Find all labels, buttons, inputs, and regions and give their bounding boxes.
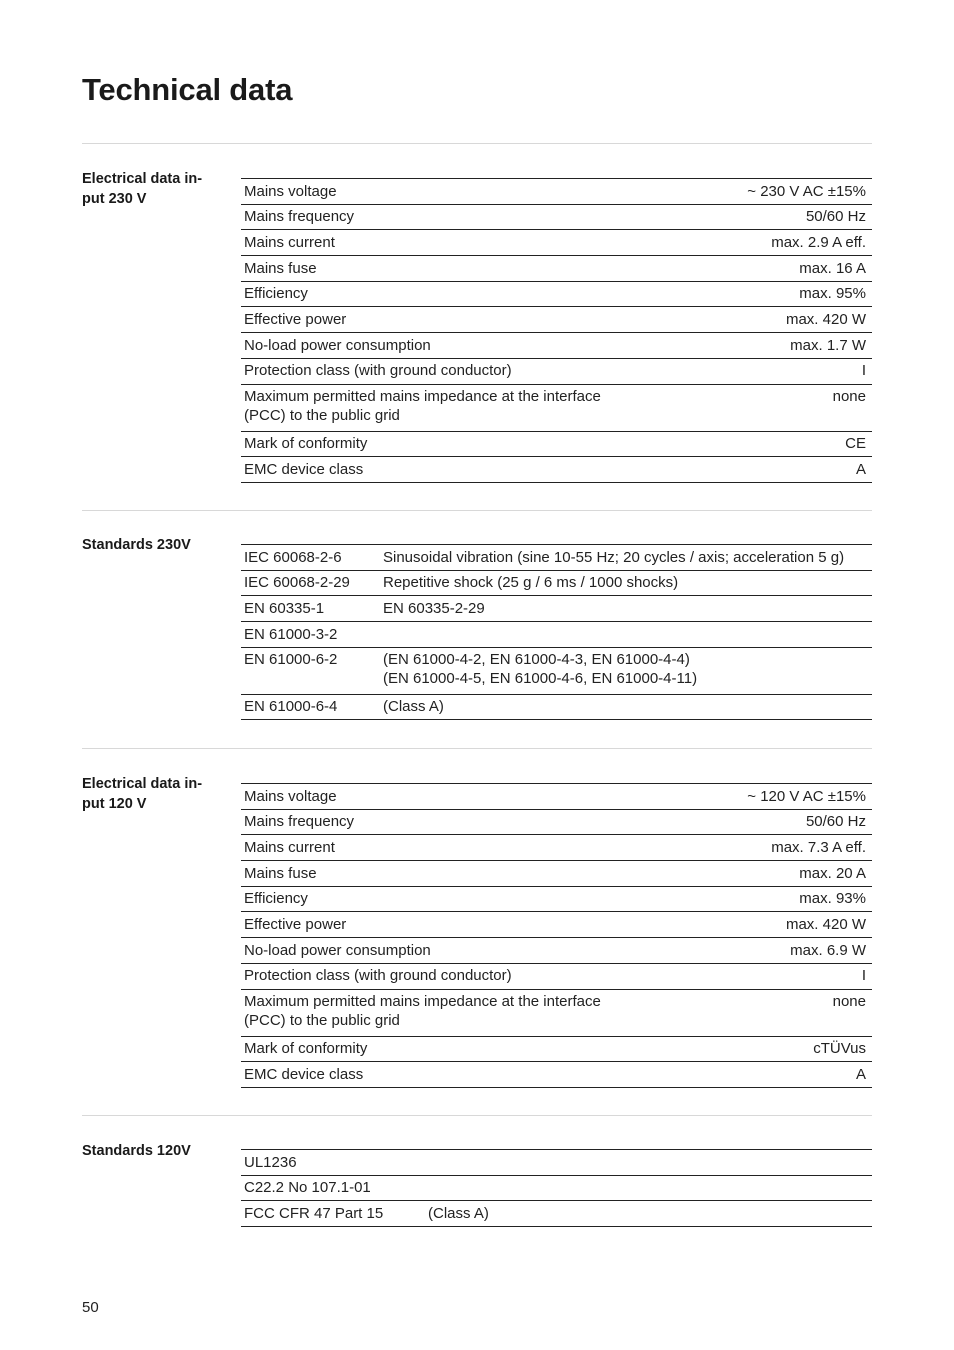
row-value: max. 16 A	[799, 259, 866, 277]
row-label: EMC device class	[244, 460, 364, 478]
row-value: none	[832, 992, 866, 1010]
table-row	[241, 256, 872, 282]
table-row	[241, 861, 872, 887]
row-value: max. 1.7 W	[790, 336, 866, 354]
row-label: No-load power consumption	[244, 941, 431, 959]
standard-description	[425, 1150, 872, 1176]
row-label: Mains frequency	[244, 208, 355, 226]
row-label: Mains current	[244, 233, 335, 251]
table-row	[241, 333, 872, 359]
row-value: max. 95%	[799, 285, 866, 303]
row-value: max. 420 W	[785, 311, 866, 329]
standard-description	[380, 694, 872, 720]
standard-description-line: Repetitive shock (25 g / 6 ms / 1000 shocks)	[383, 574, 679, 592]
standard-code: IEC 60068-2-6	[244, 548, 342, 566]
standard-description-line: EN 60335-2-29	[383, 599, 485, 617]
row-value: ~ 120 V AC ±15%	[747, 787, 866, 805]
row-label: Maximum permitted mains impedance at the interface (PCC) to the public grid	[244, 992, 601, 1029]
table-row	[241, 1175, 872, 1201]
table-row	[241, 694, 872, 720]
table-row	[241, 989, 872, 1036]
section-label-electrical-120: Electrical data in- put 120 V	[82, 776, 203, 812]
row-value: max. 6.9 W	[790, 941, 866, 959]
table-row	[241, 1036, 872, 1062]
row-value: max. 20 A	[799, 864, 866, 882]
standard-code: EN 61000-6-4	[244, 698, 338, 716]
standard-code: IEC 60068-2-29	[244, 574, 350, 592]
standard-code: EN 60335-1	[244, 599, 325, 617]
table-row	[241, 647, 872, 694]
table-row	[241, 1150, 872, 1176]
standard-code: UL1236	[244, 1153, 297, 1171]
row-label: No-load power consumption	[244, 336, 431, 354]
table-row	[241, 912, 872, 938]
standards-230-table	[241, 544, 872, 720]
row-value: I	[861, 362, 866, 380]
standard-description-line: (Class A)	[383, 698, 444, 716]
electrical-120-table	[241, 783, 872, 1088]
row-value: CE	[845, 435, 866, 453]
table-row	[241, 784, 872, 810]
page-number: 50	[82, 1299, 99, 1316]
table-row	[241, 307, 872, 333]
row-value: cTÜVus	[813, 1040, 866, 1058]
row-value: max. 93%	[799, 890, 866, 908]
table-row	[241, 281, 872, 307]
row-value: 50/60 Hz	[805, 813, 866, 831]
table-row	[241, 384, 872, 431]
standard-description	[380, 596, 872, 622]
row-label: Effective power	[244, 916, 347, 934]
table-row	[241, 835, 872, 861]
standard-description: (Class A)	[428, 1204, 489, 1222]
section-divider	[82, 1115, 872, 1116]
row-label: Mark of conformity	[244, 1040, 368, 1058]
standard-description-line: (EN 61000-4-2, EN 61000-4-3, EN 61000-4-4)	[383, 650, 690, 668]
section-divider	[82, 143, 872, 144]
standard-code: C22.2 No 107.1-01	[244, 1179, 371, 1197]
standard-description	[380, 622, 872, 648]
row-value: max. 420 W	[785, 916, 866, 934]
table-row	[241, 431, 872, 457]
standard-code: FCC CFR 47 Part 15	[244, 1204, 384, 1222]
section-divider	[82, 748, 872, 749]
row-value: I	[861, 967, 866, 985]
row-value: max. 2.9 A eff.	[771, 233, 866, 251]
row-label: Effective power	[244, 311, 347, 329]
table-row	[241, 1062, 872, 1088]
table-row	[241, 622, 872, 648]
standard-description	[380, 570, 872, 596]
standard-description	[380, 647, 872, 694]
table-row	[241, 886, 872, 912]
row-value: A	[855, 1065, 866, 1083]
row-value: ~ 230 V AC ±15%	[747, 182, 866, 200]
section-label-electrical-230: Electrical data in- put 230 V	[82, 171, 203, 207]
section-divider	[82, 510, 872, 511]
table-row	[241, 230, 872, 256]
row-label: Efficiency	[244, 890, 308, 908]
table-row	[241, 358, 872, 384]
table-row	[241, 457, 872, 483]
standard-description-line: Sinusoidal vibration (sine 10-55 Hz; 20 cycles / axis; acceleration 5 g)	[383, 548, 845, 566]
row-label: Mains fuse	[244, 259, 317, 277]
electrical-230-table	[241, 178, 872, 483]
row-label: Maximum permitted mains impedance at the interface (PCC) to the public grid	[244, 387, 601, 424]
row-value: max. 7.3 A eff.	[771, 838, 866, 856]
table-row	[241, 938, 872, 964]
row-value: A	[855, 460, 866, 478]
table-row	[241, 596, 872, 622]
standards-120-table	[241, 1149, 872, 1227]
table-row	[241, 809, 872, 835]
row-label: Mains voltage	[244, 787, 337, 805]
row-label: EMC device class	[244, 1065, 364, 1083]
row-value: 50/60 Hz	[805, 208, 866, 226]
table-row	[241, 963, 872, 989]
row-label: Efficiency	[244, 285, 308, 303]
row-label: Mains frequency	[244, 813, 355, 831]
row-label: Mark of conformity	[244, 435, 368, 453]
table-row	[241, 179, 872, 205]
row-label: Mains current	[244, 838, 335, 856]
section-label-standards-230: Standards 230V	[82, 537, 191, 553]
row-label: Mains voltage	[244, 182, 337, 200]
table-row	[241, 545, 872, 571]
standard-description	[425, 1175, 872, 1201]
row-label: Protection class (with ground conductor)	[244, 967, 512, 985]
standard-description	[380, 545, 872, 571]
table-row	[241, 204, 872, 230]
row-label: Mains fuse	[244, 864, 317, 882]
standard-description-line: (EN 61000-4-5, EN 61000-4-6, EN 61000-4-11)	[383, 670, 698, 688]
standard-code: EN 61000-6-2	[244, 650, 338, 668]
section-label-standards-120: Standards 120V	[82, 1143, 191, 1159]
row-label: Protection class (with ground conductor)	[244, 362, 512, 380]
table-row	[241, 1201, 872, 1227]
table-row	[241, 570, 872, 596]
page-title: Technical data	[82, 72, 293, 107]
row-value: none	[832, 387, 866, 405]
standard-code: EN 61000-3-2	[244, 625, 338, 643]
